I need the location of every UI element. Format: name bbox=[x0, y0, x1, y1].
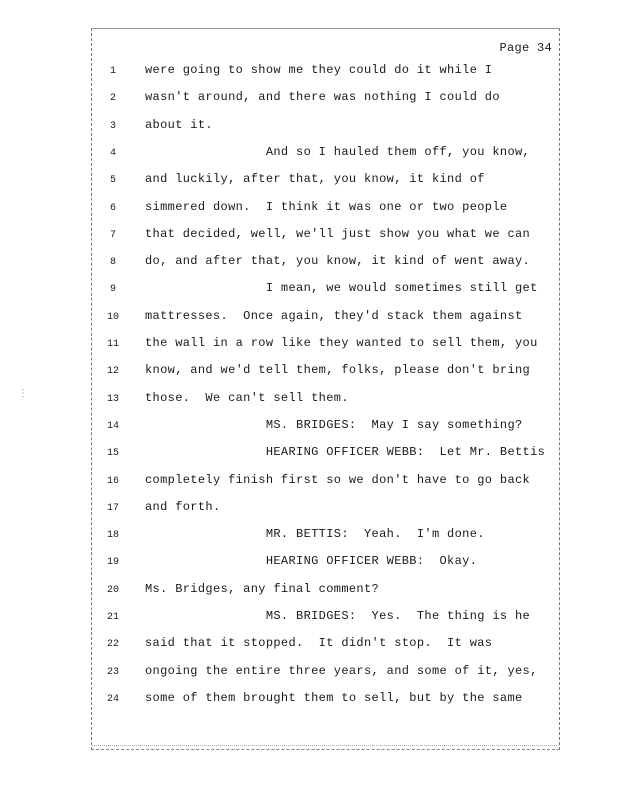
transcript-line bbox=[92, 391, 559, 411]
margin-mark: ⋮ bbox=[18, 389, 28, 400]
transcript-line bbox=[92, 118, 559, 138]
line-text: know, and we'd tell them, folks, please don't bring bbox=[145, 363, 531, 378]
line-number: 14 bbox=[106, 420, 119, 432]
transcript-line bbox=[92, 281, 559, 301]
line-number: 24 bbox=[106, 693, 119, 705]
transcript-line bbox=[92, 609, 559, 629]
line-number: 2 bbox=[109, 93, 116, 105]
line-number: 7 bbox=[109, 229, 116, 241]
transcript-line bbox=[92, 664, 559, 684]
page-number: Page 34 bbox=[499, 41, 552, 55]
line-number: 22 bbox=[106, 639, 119, 651]
line-text: simmered down. I think it was one or two people bbox=[145, 199, 508, 214]
transcript-line bbox=[92, 500, 559, 520]
line-number: 19 bbox=[106, 557, 119, 569]
transcript-line bbox=[92, 309, 559, 329]
line-text: mattresses. Once again, they'd stack them against bbox=[145, 308, 523, 323]
transcript-line bbox=[92, 582, 559, 602]
line-text: wasn't around, and there was nothing I could do bbox=[145, 90, 500, 105]
line-text: MR. BETTIS: Yeah. I'm done. bbox=[145, 527, 485, 542]
transcript-page bbox=[91, 28, 560, 750]
line-number: 20 bbox=[106, 584, 119, 596]
line-number: 18 bbox=[106, 530, 119, 542]
line-number: 10 bbox=[106, 311, 119, 323]
transcript-line bbox=[92, 445, 559, 465]
transcript-line bbox=[92, 172, 559, 192]
line-text: were going to show me they could do it while I bbox=[145, 63, 493, 77]
line-text: those. We can't sell them. bbox=[145, 390, 349, 405]
line-number: 1 bbox=[109, 66, 116, 77]
transcript-line bbox=[92, 63, 559, 83]
line-number: 9 bbox=[109, 284, 116, 296]
line-text: HEARING OFFICER WEBB: Okay. bbox=[145, 554, 478, 569]
line-text: MS. BRIDGES: May I say something? bbox=[145, 417, 523, 432]
line-text: completely finish first so we don't have to go back bbox=[145, 472, 531, 487]
transcript-line bbox=[92, 227, 559, 247]
line-text: some of them brought them to sell, but by the same bbox=[145, 690, 523, 705]
line-text: do, and after that, you know, it kind of went away. bbox=[145, 254, 531, 269]
line-number: 23 bbox=[106, 666, 119, 678]
line-number: 17 bbox=[106, 502, 119, 514]
line-number: 3 bbox=[109, 120, 116, 132]
transcript-line bbox=[92, 527, 559, 547]
transcript-line bbox=[92, 254, 559, 274]
line-text: and forth. bbox=[145, 499, 221, 514]
line-text: Ms. Bridges, any final comment? bbox=[145, 581, 380, 596]
transcript-line bbox=[92, 90, 559, 110]
transcript-line bbox=[92, 145, 559, 165]
line-text: that decided, well, we'll just show you what we can bbox=[145, 226, 531, 241]
line-number: 8 bbox=[109, 257, 116, 269]
line-text: And so I hauled them off, you know, bbox=[145, 144, 531, 159]
line-number: 11 bbox=[106, 339, 119, 350]
line-text: ongoing the entire three years, and some of it, yes, bbox=[145, 663, 538, 678]
line-number: 6 bbox=[109, 202, 116, 214]
transcript-line bbox=[92, 200, 559, 220]
transcript-line bbox=[92, 691, 559, 711]
line-text: HEARING OFFICER WEBB: Let Mr. Bettis bbox=[145, 445, 546, 460]
line-text: and luckily, after that, you know, it kind of bbox=[145, 172, 485, 187]
transcript-line bbox=[92, 554, 559, 574]
transcript-line bbox=[92, 363, 559, 383]
line-text: said that it stopped. It didn't stop. It was bbox=[145, 636, 493, 651]
line-number: 21 bbox=[106, 612, 119, 623]
line-number: 4 bbox=[109, 147, 116, 159]
transcript-line bbox=[92, 418, 559, 438]
line-number: 13 bbox=[106, 393, 119, 405]
transcript-line bbox=[92, 473, 559, 493]
transcript-line bbox=[92, 636, 559, 656]
line-number: 5 bbox=[109, 175, 116, 187]
line-text: about it. bbox=[145, 117, 213, 132]
line-text: the wall in a row like they wanted to sell them, you bbox=[145, 336, 538, 350]
line-number: 16 bbox=[106, 475, 119, 487]
transcript-line bbox=[92, 336, 559, 356]
line-text: I mean, we would sometimes still get bbox=[145, 281, 538, 296]
line-number: 12 bbox=[106, 366, 119, 378]
line-text: MS. BRIDGES: Yes. The thing is he bbox=[145, 609, 531, 623]
line-number: 15 bbox=[106, 448, 119, 460]
